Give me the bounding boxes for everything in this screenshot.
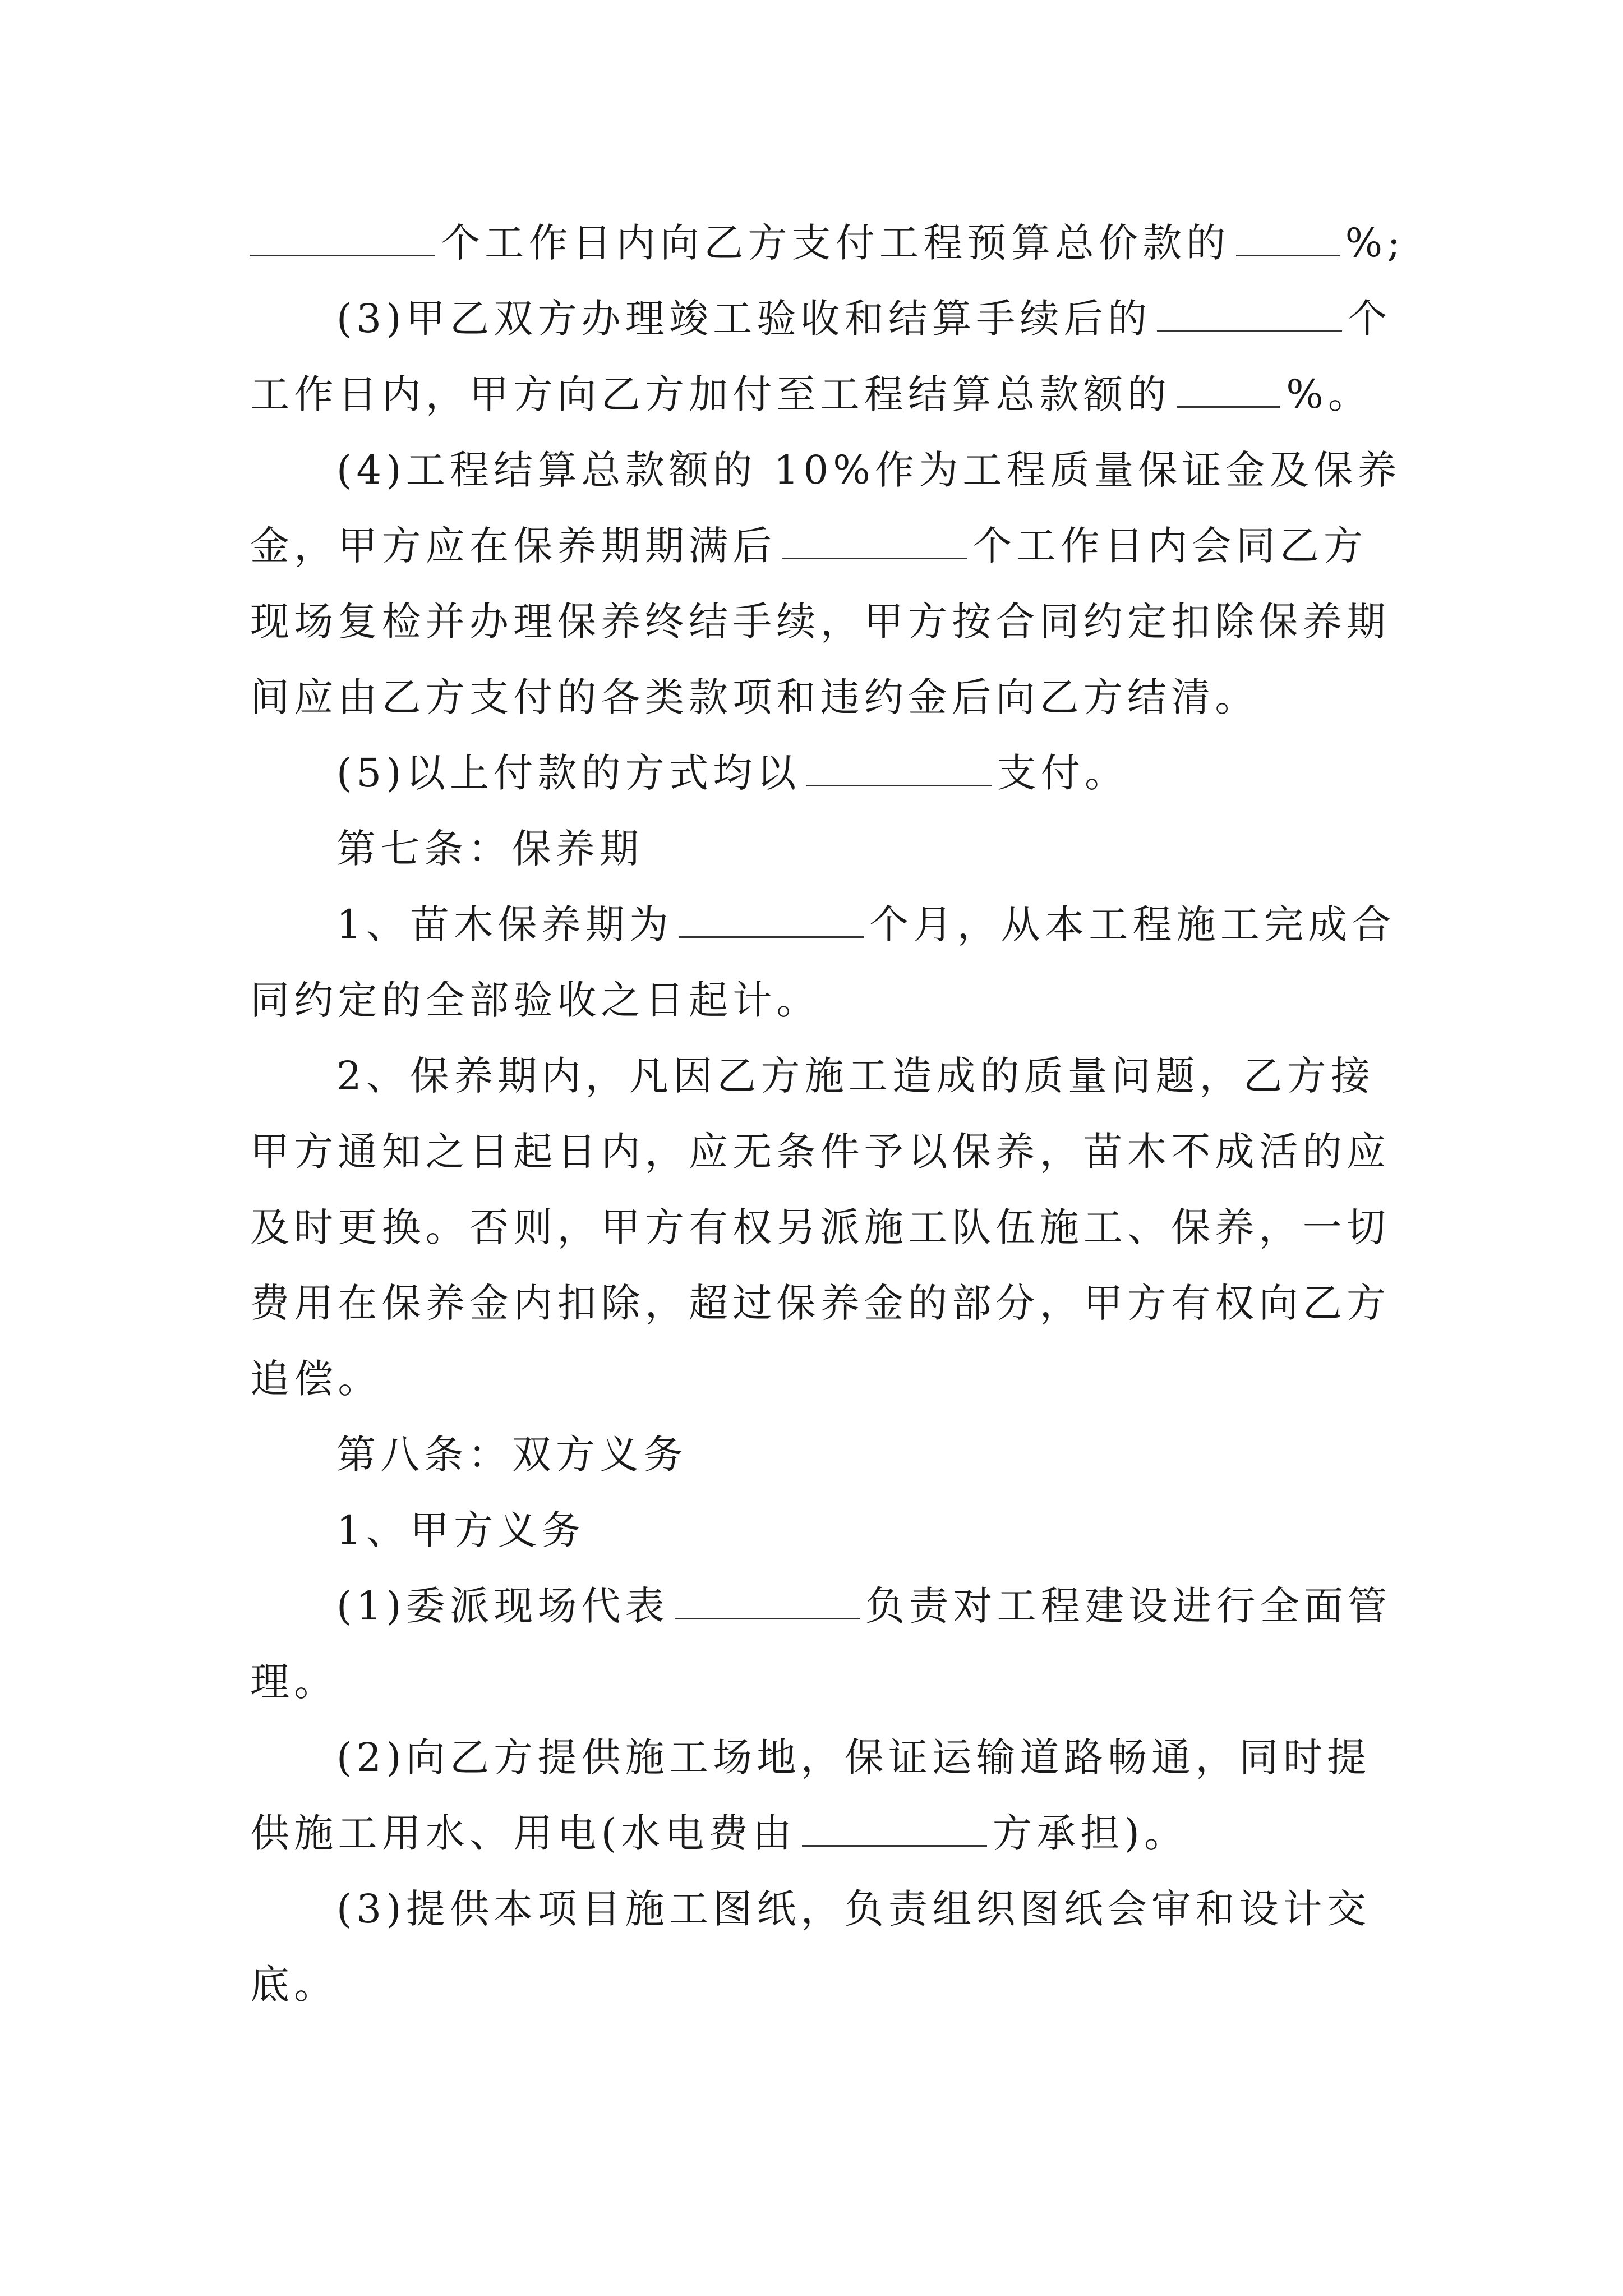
fill-in-blank — [802, 1811, 987, 1847]
text-line: 甲方通知之日起日内，应无条件予以保养，苗木不成活的应 — [250, 1129, 1391, 1175]
text-line: 间应由乙方支付的各类款项和违约金后向乙方结清。 — [250, 674, 1259, 720]
fill-in-blank — [675, 1584, 860, 1619]
text-line: (4)工程结算总款额的 10%作为工程质量保证金及保养 — [336, 447, 1401, 493]
text-line: 供施工用水、用电(水电费由 方承担)。 — [250, 1810, 1188, 1856]
text-line: 追偿。 — [250, 1356, 382, 1402]
text-line: 及时更换。否则，甲方有权另派施工队伍施工、保养，一切 — [250, 1204, 1391, 1250]
fill-in-blank — [806, 751, 992, 786]
article-heading: 第七条：保养期 — [336, 826, 644, 872]
fill-in-blank — [679, 903, 864, 938]
text-line: 底。 — [250, 1962, 338, 2008]
text-line: 费用在保养金内扣除，超过保养金的部分，甲方有权向乙方 — [250, 1280, 1391, 1326]
text-line: (1)委派现场代表 负责对工程建设进行全面管 — [336, 1583, 1392, 1629]
text-line: 工作日内，甲方向乙方加付至工程结算总款额的 %。 — [250, 371, 1372, 417]
fill-in-blank — [1177, 372, 1280, 408]
article-heading: 第八条：双方义务 — [336, 1432, 688, 1478]
text-line: 同约定的全部验收之日起计。 — [250, 977, 820, 1023]
fill-in-blank — [1236, 221, 1340, 256]
text-line: 1、苗木保养期为 个月，从本工程施工完成合 — [336, 901, 1396, 947]
text-line: 现场复检并办理保养终结手续，甲方按合同约定扣除保养期 — [250, 599, 1391, 645]
text-line: (2)向乙方提供施工场地，保证运输道路畅通，同时提 — [336, 1734, 1371, 1780]
text-line: 金，甲方应在保养期期满后 个工作日内会同乙方 — [250, 523, 1368, 569]
fill-in-blank — [1157, 297, 1342, 332]
text-line: 个工作日内向乙方支付工程预算总价款的 %; — [250, 215, 1405, 271]
fill-in-blank — [782, 524, 967, 559]
text-line: 2、保养期内，凡因乙方施工造成的质量问题，乙方接 — [336, 1053, 1375, 1099]
text-line: 理。 — [250, 1659, 338, 1705]
text-line: (5)以上付款的方式均以 支付。 — [336, 750, 1129, 796]
text-line: (3)甲乙双方办理竣工验收和结算手续后的 个 — [336, 296, 1392, 342]
text-line: (3)提供本项目施工图纸，负责组织图纸会审和设计交 — [336, 1886, 1371, 1932]
fill-in-blank — [250, 221, 435, 256]
section-heading: 1、甲方义务 — [336, 1507, 585, 1553]
